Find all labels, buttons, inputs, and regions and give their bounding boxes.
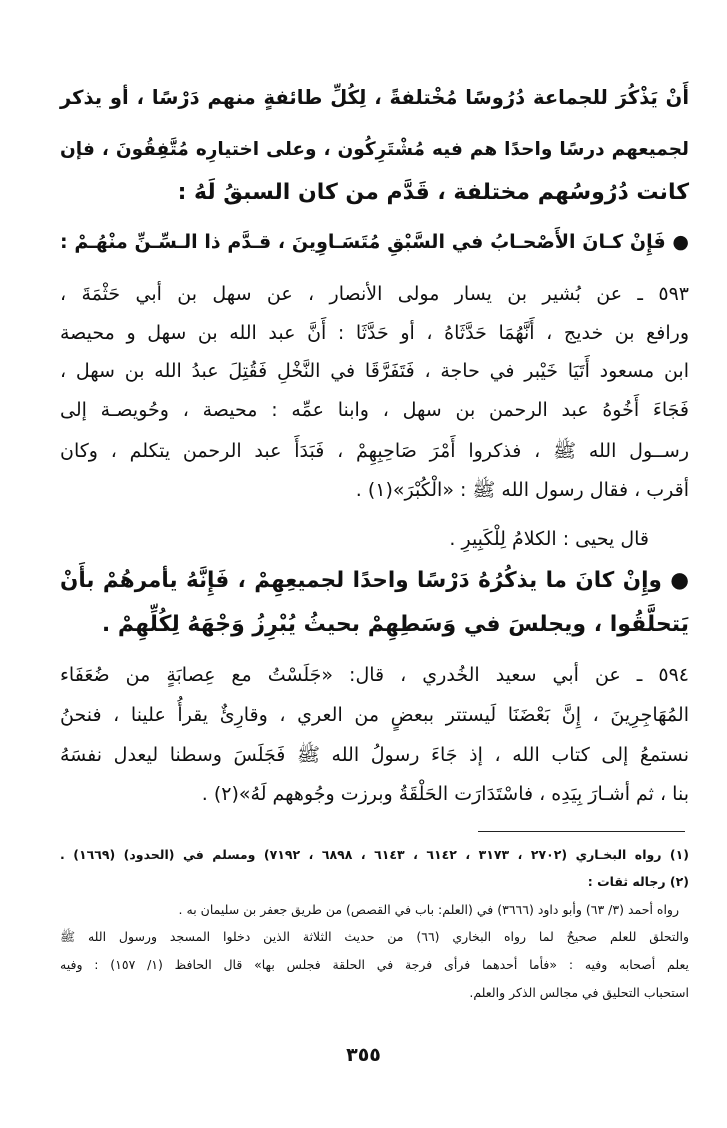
- page-number: ٣٥٥: [346, 1044, 381, 1066]
- footnote-1: (١) رواه البخـاري (٢٧٠٢ ، ٣١٧٣ ، ٦١٤٢ ، ٦١٤٣ ، ٦٨٩٨ ، ٧١٩٢) ومسلم في (الحدود) (١٦٦٩) .: [60, 847, 689, 862]
- section-heading-1: ● فَإِنْ كـانَ الأَصْحـابُ في السَّبْقِ مُتَسَـاوِينَ ، قـدَّم ذا الـسِّـنِّ منْهُـمْ :: [60, 231, 689, 253]
- hadith-594-line-2: المُهَاجِرِينَ ، إِنَّ بَعْضَنَا لَيستتر ببعضٍ من العري ، وقارِئٌ يقرأُ علينا ، فنحنُ: [60, 704, 689, 726]
- footnote-separator: [478, 831, 685, 832]
- hadith-593-line-6: أقرب ، فقال رسول الله ﷺ : «الْكُبْرَ»(١) .: [355, 479, 689, 501]
- footnote-2-heading: (٢) رجاله ثقات :: [587, 874, 689, 889]
- footnote-2-line-3: يعلم أصحابه وفيه : «فأما أحدهما فرأى فرجة في الحلقة فجلس بها» قال الحافظ (١/ ١٥٧) : وفيه: [60, 957, 689, 972]
- hadith-593-line-1: ٥٩٣ ـ عن بُشير بن يسار مولى الأنصار ، عن سهل بن أبي حَثْمَةَ ،: [60, 283, 689, 305]
- hadith-594-line-3: نستمعُ إلى كتاب الله ، إذ جَاءَ رسولُ الله ﷺ فَجَلَسَ وسطنا ليعدل نفسَهُ: [60, 744, 689, 766]
- hadith-593-line-2: ورافع بن خديج ، أَنَّهُمَا حَدَّثَاهُ ، أو حَدَّثَا : أَنَّ عبد الله بن سهل و محيصة: [60, 322, 689, 344]
- body-line-2: لجميعهم درسًا واحدًا هم فيه مُشْتَرِكُون ، وعلى اختيارِه مُتَّفِقُونَ ، فإن: [60, 139, 689, 160]
- body-line-1: أَنْ يَذْكُرَ للجماعة دُرُوسًا مُخْتلفةً ، لِكُلِّ طائفةٍ منهم دَرْسًا ، أو يذكر: [60, 86, 689, 109]
- hadith-594-line-4: بنا ، ثم أشـارَ بِيَدِه ، فاسْتَدَارَت الحَلْقَةُ وبرزت وجُوههم لَهُ»(٢) .: [201, 783, 689, 805]
- section-heading-2-line-2: يَتحلَّقُوا ، ويجلسَ في وَسَطِهِمْ بحيثُ يُبْرِزُ وَجْهَهُ لِكُلِّهِمْ .: [101, 612, 689, 637]
- hadith-593-line-3: ابن مسعود أَتَيَا خَيْبر في حاجة ، فَتَفَرَّقَا في النَّخْلِ فَقُتِلَ عبدُ الله بن سهل ،: [60, 360, 689, 382]
- hadith-593-line-5: رســول الله ﷺ ، فذكروا أَمْرَ صَاحِبِهِمْ ، فَبَدَأَ عبد الرحمن يتكلم ، وكان: [60, 440, 689, 462]
- section-heading-2-line-1: ● وإِنْ كانَ ما يذكُرُهُ دَرْسًا واحدًا لجميعِهِمْ ، فَإِنَّهُ يأمرهُمْ بأَنْ: [60, 568, 689, 593]
- hadith-594-line-1: ٥٩٤ ـ عن أبي سعيد الخُدري ، قال: «جَلَسْتُ مع عِصابَةٍ من ضُعَفَاء: [60, 664, 689, 686]
- footnote-2-line-2: والتحلق للعلم صحيحٌ لما رواه البخاري (٦٦) من حديث الثلاثة الذين دخلوا المسجد ورسول الله ﷺ: [60, 929, 689, 944]
- hadith-593-line-4: فَجَاءَ أَخُوهُ عبد الرحمن بن سهل ، وابنا عمِّه : محيصة ، وحُويصـة إلى: [60, 399, 689, 421]
- footnote-2-line-4: استحباب التحليق في مجالس الذكر والعلم.: [469, 985, 689, 1000]
- body-line-3: كانت دُرُوسُهم مختلفة ، قَدَّم من كان السبقُ لَهُ :: [177, 180, 689, 205]
- footnote-2-line-1: رواه أحمد (٣/ ٦٣) وأبو داود (٣٦٦٦) في (العلم: باب في القصص) من طريق جعفر بن سليمان به .: [178, 902, 679, 917]
- yahya-saying: قال يحيى : الكلامُ لِلْكَبِيرِ .: [449, 528, 649, 550]
